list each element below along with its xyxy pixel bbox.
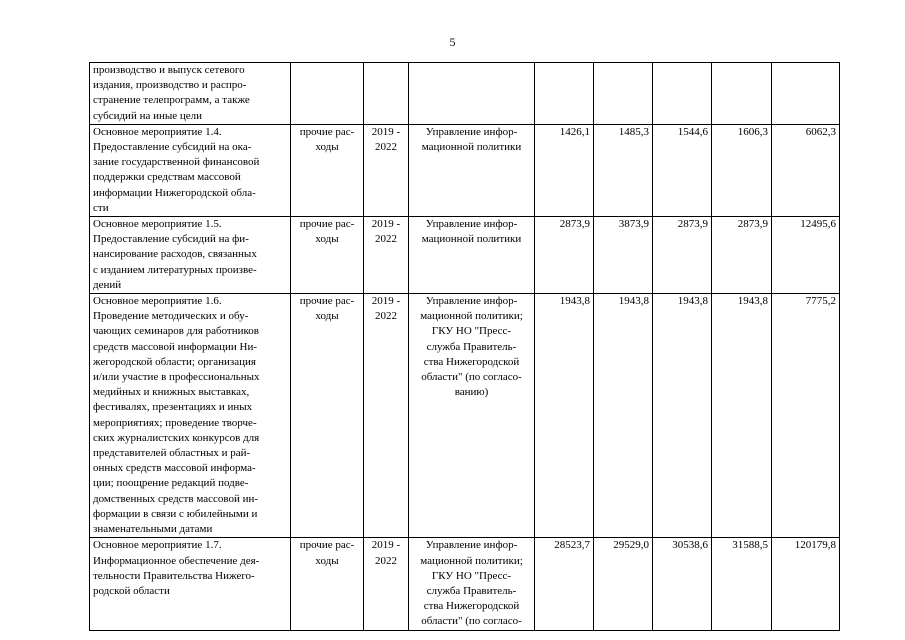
executor-cell	[409, 294, 535, 538]
cell-text-line: мероприятиях; проведение творче-	[93, 416, 257, 429]
amount-total-cell: 120179,8	[772, 538, 840, 630]
amount-cell: 1943,8	[712, 294, 772, 538]
cell-text-line: мационной политики	[421, 141, 522, 154]
amount-cell	[712, 63, 772, 125]
cell-text-line: мационной политики;	[420, 310, 523, 323]
cell-text-line: прочие рас-	[299, 539, 355, 552]
cell-text-line: ства Нижегородской	[423, 355, 520, 368]
cell-text-line: ГКУ НО "Пресс-	[431, 325, 512, 338]
activity-name-cell	[90, 217, 291, 294]
amount-cell: 2873,9	[653, 217, 712, 294]
cell-text-line: области" (по согласо-	[421, 371, 522, 384]
cell-text-line: жегородской области; организация	[93, 355, 256, 368]
amount-cell	[594, 63, 653, 125]
cell-text-line: 2022	[375, 554, 397, 567]
cell-text-line: ходы	[315, 233, 339, 246]
activity-name-cell	[90, 63, 291, 125]
cell-text-line: с изданием литературных произве-	[93, 263, 257, 276]
amount-cell: 1943,8	[594, 294, 653, 538]
table-row	[90, 294, 840, 538]
cell-text-line: Управление инфор-	[425, 295, 518, 308]
activity-name-cell	[90, 538, 291, 630]
cell-text-line: служба Правитель-	[426, 584, 517, 597]
amount-total-cell: 12495,6	[772, 217, 840, 294]
cell-text-line: прочие рас-	[299, 295, 355, 308]
amount-cell: 1943,8	[653, 294, 712, 538]
cell-text-line: Основное мероприятие 1.6.	[93, 295, 222, 308]
cell-text-line: Управление инфор-	[425, 539, 518, 552]
amount-cell: 3873,9	[594, 217, 653, 294]
amount-cell: 2873,9	[535, 217, 594, 294]
cell-text-line: Предоставление субсидий на ока-	[93, 141, 252, 154]
cell-text-line: Управление инфор-	[425, 218, 518, 231]
cell-text-line: мационной политики	[421, 233, 522, 246]
cell-text-line: ции; поощрение редакций подве-	[93, 477, 249, 490]
activity-name-cell	[90, 124, 291, 216]
cell-text-line: формации в связи с юбилейными и	[93, 507, 258, 520]
cell-text-line: ходы	[315, 554, 339, 567]
cell-text-line: производство и выпуск сетевого	[93, 64, 245, 76]
cell-text-line: 2019 -	[371, 125, 401, 138]
cell-text-line: 2019 -	[371, 218, 401, 231]
cell-text-line: сти	[93, 201, 109, 214]
amount-cell: 1606,3	[712, 124, 772, 216]
cell-text-line: ГКУ НО "Пресс-	[431, 569, 512, 582]
activity-name-cell	[90, 294, 291, 538]
amount-cell: 2873,9	[712, 217, 772, 294]
cell-text-line: Предоставление субсидий на фи-	[93, 233, 249, 246]
amount-cell: 1544,6	[653, 124, 712, 216]
expense-type-cell	[291, 124, 364, 216]
cell-text-line: домственных средств массовой ин-	[93, 492, 259, 505]
table-row	[90, 63, 840, 125]
program-activities-table	[89, 62, 840, 631]
amount-cell: 30538,6	[653, 538, 712, 630]
period-cell	[364, 217, 409, 294]
cell-text-line: знаменательными датами	[93, 523, 213, 536]
expense-type-cell	[291, 63, 364, 125]
cell-text-line: зание государственной финансовой	[93, 156, 260, 169]
amount-total-cell: 6062,3	[772, 124, 840, 216]
cell-text-line: ванию)	[454, 386, 489, 399]
cell-text-line: Основное мероприятие 1.7.	[93, 539, 222, 552]
cell-text-line: средств массовой информации Ни-	[93, 340, 258, 353]
amount-cell: 31588,5	[712, 538, 772, 630]
expense-type-cell	[291, 538, 364, 630]
cell-text-line: фестивалях, презентациях и иных	[93, 401, 253, 414]
cell-text-line: Основное мероприятие 1.4.	[93, 125, 222, 138]
expense-type-cell	[291, 294, 364, 538]
cell-text-line: 2019 -	[371, 539, 401, 552]
table-row	[90, 538, 840, 630]
cell-text-line: онных средств массовой информа-	[93, 462, 256, 475]
period-cell	[364, 294, 409, 538]
page-number: 5	[449, 35, 456, 49]
cell-text-line: Информационное обеспечение дея-	[93, 554, 260, 567]
cell-text-line: Основное мероприятие 1.5.	[93, 218, 222, 231]
executor-cell	[409, 217, 535, 294]
period-cell	[364, 124, 409, 216]
expense-type-cell	[291, 217, 364, 294]
amount-cell: 1426,1	[535, 124, 594, 216]
amount-cell: 28523,7	[535, 538, 594, 630]
cell-text-line: служба Правитель-	[426, 340, 517, 353]
executor-cell	[409, 63, 535, 125]
executor-cell	[409, 538, 535, 630]
cell-text-line: родской области	[93, 584, 170, 597]
cell-text-line: и/или участие в профессиональных	[93, 371, 260, 384]
amount-cell	[653, 63, 712, 125]
amount-cell	[535, 63, 594, 125]
cell-text-line: ходы	[315, 310, 339, 323]
period-cell	[364, 63, 409, 125]
cell-text-line: чающих семинаров для работников	[93, 325, 259, 338]
cell-text-line: тельности Правительства Нижего-	[93, 569, 255, 582]
cell-text-line: ских журналистских конкурсов для	[93, 431, 260, 444]
cell-text-line: представителей областных и рай-	[93, 447, 251, 460]
cell-text-line: странение телепрограмм, а также	[93, 94, 250, 107]
cell-text-line: медийных и книжных выставках,	[93, 386, 250, 399]
cell-text-line: 2019 -	[371, 295, 401, 308]
cell-text-line: Управление инфор-	[425, 125, 518, 138]
cell-text-line: 2022	[375, 233, 397, 246]
executor-cell	[409, 124, 535, 216]
cell-text-line: Проведение методических и обу-	[93, 310, 249, 323]
cell-text-line: нансирование расходов, связанных	[93, 248, 257, 261]
cell-text-line: области" (по согласо-	[421, 615, 522, 628]
cell-text-line: мационной политики;	[420, 554, 523, 567]
cell-text-line: дений	[93, 278, 122, 291]
cell-text-line: прочие рас-	[299, 125, 355, 138]
cell-text-line: издания, производство и распро-	[93, 79, 247, 92]
amount-total-cell	[772, 63, 840, 125]
cell-text-line: прочие рас-	[299, 218, 355, 231]
cell-text-line: ходы	[315, 141, 339, 154]
cell-text-line: субсидий на иные цели	[93, 109, 203, 122]
table-row	[90, 124, 840, 216]
amount-cell: 29529,0	[594, 538, 653, 630]
cell-text-line: 2022	[375, 310, 397, 323]
cell-text-line: 2022	[375, 141, 397, 154]
cell-text-line: поддержки средствам массовой	[93, 171, 241, 184]
amount-cell: 1485,3	[594, 124, 653, 216]
period-cell	[364, 538, 409, 630]
amount-cell: 1943,8	[535, 294, 594, 538]
cell-text-line: ства Нижегородской	[423, 600, 520, 613]
cell-text-line: информации Нижегородской обла-	[93, 186, 256, 199]
amount-total-cell: 7775,2	[772, 294, 840, 538]
table-row	[90, 217, 840, 294]
